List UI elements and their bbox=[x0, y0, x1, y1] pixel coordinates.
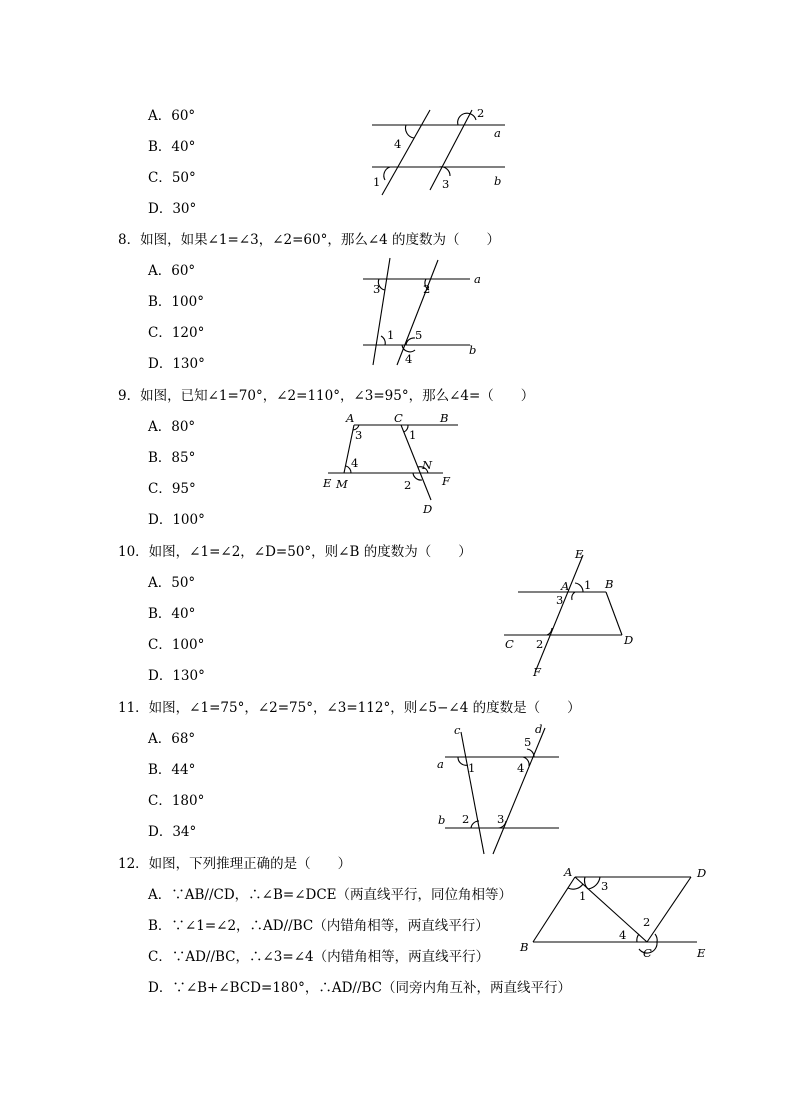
q11-line-c bbox=[461, 732, 484, 854]
q11-line-d bbox=[493, 728, 545, 854]
q8-label-b: b bbox=[469, 343, 477, 357]
q9-label-D: D bbox=[423, 502, 433, 516]
q11-figure bbox=[435, 720, 570, 860]
q12-option-a[interactable]: A．∵AB//CD，∴∠B=∠DCE（两直线平行，同位角相等） bbox=[148, 887, 513, 903]
q12-figure bbox=[515, 862, 715, 967]
q8-stem: 8．如图，如果∠1=∠3，∠2=60°，那么∠4 的度数为（ ） bbox=[118, 232, 501, 248]
q9-option-b[interactable]: B．85° bbox=[148, 450, 196, 466]
q8-label-4: 4 bbox=[405, 352, 413, 366]
q11-label-3: 3 bbox=[497, 812, 505, 826]
q12-label-B: B bbox=[520, 940, 529, 954]
q7-transversal-left bbox=[382, 110, 430, 195]
q11-label-c: c bbox=[454, 723, 461, 737]
q8-transversal-right bbox=[397, 260, 438, 365]
q10-label-2: 2 bbox=[536, 637, 544, 651]
q9-label-A: A bbox=[346, 411, 355, 425]
q7-label-2: 2 bbox=[477, 106, 485, 120]
q11-label-4: 4 bbox=[517, 761, 525, 775]
q9-label-2: 2 bbox=[404, 478, 412, 492]
q12-label-4: 4 bbox=[619, 928, 627, 942]
q11-label-5: 5 bbox=[524, 735, 532, 749]
q11-label-a: a bbox=[437, 757, 444, 771]
q11-stem: 11．如图，∠1=75°，∠2=75°，∠3=112°，则∠5−∠4 的度数是（ ） bbox=[118, 700, 581, 716]
q8-label-5: 5 bbox=[415, 328, 423, 342]
q10-stem: 10．如图，∠1=∠2，∠D=50°，则∠B 的度数为（ ） bbox=[118, 544, 472, 560]
q7-label-b: b bbox=[494, 174, 502, 188]
q8-option-c[interactable]: C．120° bbox=[148, 325, 205, 341]
q8-figure bbox=[355, 250, 495, 370]
q11-option-a[interactable]: A．68° bbox=[148, 731, 196, 747]
q10-label-3: 3 bbox=[556, 593, 564, 607]
q10-label-F: F bbox=[533, 665, 541, 679]
q10-label-D: D bbox=[624, 633, 634, 647]
q7-label-3: 3 bbox=[442, 177, 450, 191]
q11-label-b: b bbox=[438, 813, 446, 827]
q7-label-1: 1 bbox=[373, 175, 381, 189]
q10-label-B: B bbox=[605, 577, 614, 591]
q9-label-F: F bbox=[442, 474, 450, 488]
q11-option-c[interactable]: C．180° bbox=[148, 793, 205, 809]
q8-option-a[interactable]: A．60° bbox=[148, 263, 196, 279]
q10-option-a[interactable]: A．50° bbox=[148, 575, 196, 591]
q10-segment-bd bbox=[606, 592, 622, 635]
q12-stem: 12．如图，下列推理正确的是（ ） bbox=[118, 856, 352, 872]
q7-figure bbox=[360, 100, 520, 200]
q12-segment-dc bbox=[647, 877, 691, 942]
q7-label-a: a bbox=[494, 126, 501, 140]
q12-label-C: C bbox=[643, 946, 652, 960]
q9-option-a[interactable]: A．80° bbox=[148, 419, 196, 435]
q7-option-c[interactable]: C．50° bbox=[148, 170, 196, 186]
q9-label-1: 1 bbox=[409, 428, 417, 442]
q10-option-b[interactable]: B．40° bbox=[148, 606, 196, 622]
q8-option-b[interactable]: B．100° bbox=[148, 294, 204, 310]
q10-option-c[interactable]: C．100° bbox=[148, 637, 205, 653]
q7-option-b[interactable]: B．40° bbox=[148, 139, 196, 155]
q9-label-E: E bbox=[323, 476, 332, 490]
q9-stem: 9．如图，已知∠1=70°，∠2=110°，∠3=95°，那么∠4=（ ） bbox=[118, 388, 535, 404]
q8-label-a: a bbox=[474, 272, 481, 286]
q9-label-4: 4 bbox=[351, 456, 359, 470]
q12-label-E: E bbox=[697, 946, 706, 960]
q11-option-b[interactable]: B．44° bbox=[148, 762, 196, 778]
q11-option-d[interactable]: D．34° bbox=[148, 824, 197, 840]
q9-option-d[interactable]: D．100° bbox=[148, 512, 205, 528]
q12-option-b[interactable]: B．∵∠1=∠2，∴AD//BC（内错角相等，两直线平行） bbox=[148, 918, 489, 934]
q7-label-4: 4 bbox=[394, 137, 402, 151]
q10-label-1: 1 bbox=[584, 578, 592, 592]
q10-label-A: A bbox=[561, 579, 570, 593]
q12-label-3: 3 bbox=[601, 879, 609, 893]
q9-label-M: M bbox=[336, 477, 348, 491]
q8-transversal-left bbox=[373, 258, 390, 365]
q10-option-d[interactable]: D．130° bbox=[148, 668, 205, 684]
q8-label-3: 3 bbox=[373, 282, 381, 296]
q7-option-d[interactable]: D．30° bbox=[148, 201, 197, 217]
q11-label-1: 1 bbox=[468, 761, 476, 775]
q9-label-3: 3 bbox=[355, 428, 363, 442]
q8-label-1: 1 bbox=[387, 328, 395, 342]
q12-label-D: D bbox=[697, 866, 707, 880]
q8-label-2: 2 bbox=[423, 282, 431, 296]
q10-label-E: E bbox=[575, 547, 584, 561]
q12-label-A: A bbox=[564, 865, 573, 879]
q10-figure bbox=[500, 545, 650, 680]
q9-label-B: B bbox=[440, 411, 449, 425]
q12-segment-ab bbox=[533, 877, 575, 942]
q10-line-ef bbox=[536, 555, 583, 670]
q9-label-C: C bbox=[394, 411, 403, 425]
q9-label-N: N bbox=[422, 458, 433, 472]
q12-label-1: 1 bbox=[579, 889, 587, 903]
q9-figure bbox=[318, 408, 468, 518]
q7-option-a[interactable]: A．60° bbox=[148, 108, 196, 124]
q12-option-d[interactable]: D．∵∠B+∠BCD=180°，∴AD//BC（同旁内角互补，两直线平行） bbox=[148, 980, 572, 996]
q9-option-c[interactable]: C．95° bbox=[148, 481, 196, 497]
q12-label-2: 2 bbox=[643, 915, 651, 929]
q7-transversal-right bbox=[430, 110, 472, 190]
q11-label-2: 2 bbox=[462, 812, 470, 826]
q11-label-d: d bbox=[535, 722, 543, 736]
q10-label-C: C bbox=[505, 637, 514, 651]
q12-option-c[interactable]: C．∵AD//BC，∴∠3=∠4（内错角相等，两直线平行） bbox=[148, 949, 490, 965]
q8-option-d[interactable]: D．130° bbox=[148, 356, 205, 372]
